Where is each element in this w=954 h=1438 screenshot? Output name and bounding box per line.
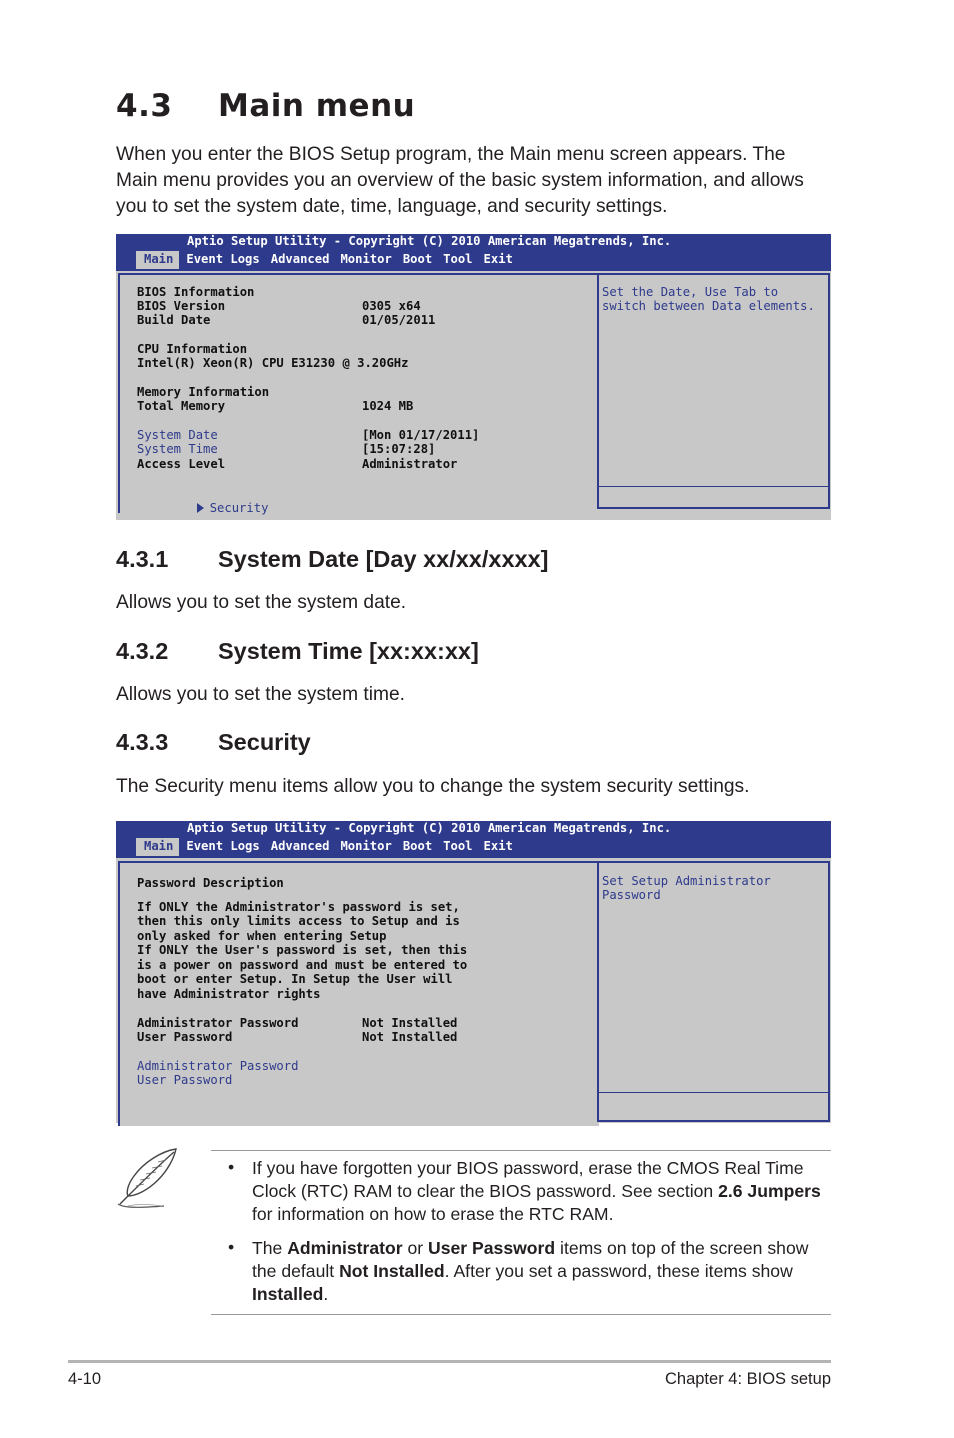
section-number: 4.3.1 bbox=[116, 546, 169, 572]
note-bold: Administrator bbox=[287, 1238, 403, 1258]
section-heading-system-time bbox=[116, 638, 479, 665]
description-line: boot or enter Setup. In Setup the User will bbox=[137, 972, 453, 986]
tab-tool[interactable]: Tool bbox=[443, 839, 473, 853]
jumpers-reference: 2.6 Jumpers bbox=[718, 1181, 821, 1201]
help-line-1: Set Setup Administrator bbox=[602, 874, 771, 888]
help-line-2: switch between Data elements. bbox=[602, 299, 815, 313]
password-description-label: Password Description bbox=[137, 876, 284, 890]
bios-left-panel bbox=[118, 273, 599, 513]
description-line: then this only limits access to Setup and is bbox=[137, 914, 460, 928]
chapter-label: Chapter 4: BIOS setup bbox=[664, 1370, 831, 1388]
tab-monitor[interactable]: Monitor bbox=[340, 839, 392, 853]
page-number: 4-10 bbox=[68, 1370, 102, 1388]
section-title: Security bbox=[218, 729, 311, 755]
bullet-icon: • bbox=[228, 1157, 235, 1177]
help-divider bbox=[599, 1092, 828, 1093]
note-text: The bbox=[252, 1238, 288, 1258]
heading-number: 4.3 bbox=[116, 88, 173, 124]
tab-event-logs[interactable]: Event Logs bbox=[186, 839, 260, 853]
help-divider bbox=[599, 486, 828, 487]
description-line: If ONLY the Administrator's password is set, bbox=[137, 900, 460, 914]
bios-help-panel bbox=[597, 273, 830, 509]
page-heading bbox=[116, 88, 415, 124]
intro-paragraph: When you enter the BIOS Setup program, the Main menu screen appears. The Main menu provides you an overview of the basic system information, and allows you to set the system date, time, language, and security settings. bbox=[116, 144, 804, 217]
tab-advanced[interactable]: Advanced bbox=[270, 839, 330, 853]
section-number: 4.3.2 bbox=[116, 638, 169, 664]
note-text: If you have forgotten your BIOS password, erase the CMOS Real Time Clock (RTC) RAM to clear the BIOS password. See section bbox=[252, 1158, 804, 1201]
tab-monitor[interactable]: Monitor bbox=[340, 252, 392, 266]
bios-title: Aptio Setup Utility - Copyright (C) 2010 American Megatrends, Inc. bbox=[187, 821, 672, 835]
system-time-value[interactable]: [15:07:28] bbox=[362, 442, 436, 456]
bios-help-panel bbox=[597, 861, 830, 1122]
total-memory-value: 1024 MB bbox=[362, 399, 414, 413]
note-text: for information on how to erase the RTC RAM. bbox=[252, 1204, 614, 1224]
bios-left-panel bbox=[118, 861, 599, 1126]
bios-title-bar bbox=[116, 821, 831, 858]
description-line: If ONLY the User's password is set, then this bbox=[137, 943, 468, 957]
feather-note-icon bbox=[114, 1146, 180, 1210]
note-default-status bbox=[252, 1237, 827, 1306]
tab-exit[interactable]: Exit bbox=[483, 839, 513, 853]
note-bold: Installed bbox=[252, 1284, 324, 1304]
system-date-value[interactable]: [Mon 01/17/2011] bbox=[362, 428, 480, 442]
user-password-status-value: Not Installed bbox=[362, 1030, 458, 1044]
bios-screen-main bbox=[116, 234, 831, 520]
total-memory-label: Total Memory bbox=[137, 399, 226, 413]
note-top-rule bbox=[211, 1150, 831, 1151]
bios-title-bar bbox=[116, 234, 831, 271]
build-date-label: Build Date bbox=[137, 313, 211, 327]
security-label: Security bbox=[209, 500, 269, 515]
note-bold: Not Installed bbox=[339, 1261, 445, 1281]
note-forgotten-password bbox=[252, 1157, 827, 1226]
tab-main[interactable]: Main bbox=[136, 838, 179, 856]
description-line: is a power on password and must be entered to bbox=[137, 958, 468, 972]
bios-title: Aptio Setup Utility - Copyright (C) 2010 American Megatrends, Inc. bbox=[187, 234, 672, 248]
tab-boot[interactable]: Boot bbox=[402, 252, 433, 266]
section-text-system-date: Allows you to set the system date. bbox=[116, 592, 407, 613]
bios-tab-bar bbox=[136, 838, 520, 856]
section-text-system-time: Allows you to set the system time. bbox=[116, 684, 405, 705]
bios-info-label: BIOS Information bbox=[137, 285, 255, 299]
description-line: only asked for when entering Setup bbox=[137, 929, 387, 943]
section-heading-system-date bbox=[116, 546, 549, 573]
bullet-icon: • bbox=[228, 1237, 235, 1257]
admin-password-item[interactable]: Administrator Password bbox=[137, 1059, 299, 1073]
memory-info-label: Memory Information bbox=[137, 385, 270, 399]
note-text: . bbox=[323, 1284, 329, 1304]
section-title: System Time [xx:xx:xx] bbox=[218, 638, 479, 664]
triangle-right-icon bbox=[196, 503, 205, 513]
note-text: . After you set a password, these items show bbox=[444, 1261, 793, 1281]
tab-exit[interactable]: Exit bbox=[483, 252, 513, 266]
tab-tool[interactable]: Tool bbox=[443, 252, 473, 266]
access-level-value: Administrator bbox=[362, 457, 458, 471]
system-time-item[interactable]: System Time bbox=[137, 442, 218, 456]
security-submenu-item[interactable] bbox=[137, 486, 268, 530]
user-password-item[interactable]: User Password bbox=[137, 1073, 233, 1087]
section-number: 4.3.3 bbox=[116, 729, 169, 755]
bios-version-value: 0305 x64 bbox=[362, 299, 421, 313]
system-date-item[interactable]: System Date bbox=[137, 428, 218, 442]
note-bold: User Password bbox=[428, 1238, 556, 1258]
help-line-1: Set the Date, Use Tab to bbox=[602, 285, 779, 299]
tab-event-logs[interactable]: Event Logs bbox=[186, 252, 260, 266]
section-heading-security bbox=[116, 729, 311, 756]
tab-boot[interactable]: Boot bbox=[402, 839, 433, 853]
footer-rule bbox=[68, 1360, 831, 1363]
build-date-value: 01/05/2011 bbox=[362, 313, 436, 327]
bios-version-label: BIOS Version bbox=[137, 299, 226, 313]
tab-advanced[interactable]: Advanced bbox=[270, 252, 330, 266]
cpu-name: Intel(R) Xeon(R) CPU E31230 @ 3.20GHz bbox=[137, 356, 409, 370]
bios-screen-security bbox=[116, 821, 831, 1123]
note-text: items on top of the screen show the default bbox=[252, 1238, 809, 1281]
note-text: or bbox=[402, 1238, 428, 1258]
section-title: System Date [Day xx/xx/xxxx] bbox=[218, 546, 549, 572]
description-line: have Administrator rights bbox=[137, 987, 321, 1001]
cpu-info-label: CPU Information bbox=[137, 342, 248, 356]
note-bottom-rule bbox=[211, 1314, 831, 1315]
admin-password-status-value: Not Installed bbox=[362, 1016, 458, 1030]
admin-password-status-label: Administrator Password bbox=[137, 1016, 299, 1030]
heading-title: Main menu bbox=[218, 88, 416, 124]
access-level-label: Access Level bbox=[137, 457, 226, 471]
tab-main[interactable]: Main bbox=[136, 251, 179, 269]
section-text-security: The Security menu items allow you to change the system security settings. bbox=[116, 776, 750, 797]
user-password-status-label: User Password bbox=[137, 1030, 233, 1044]
bios-tab-bar bbox=[136, 251, 520, 269]
help-line-2: Password bbox=[602, 888, 661, 902]
